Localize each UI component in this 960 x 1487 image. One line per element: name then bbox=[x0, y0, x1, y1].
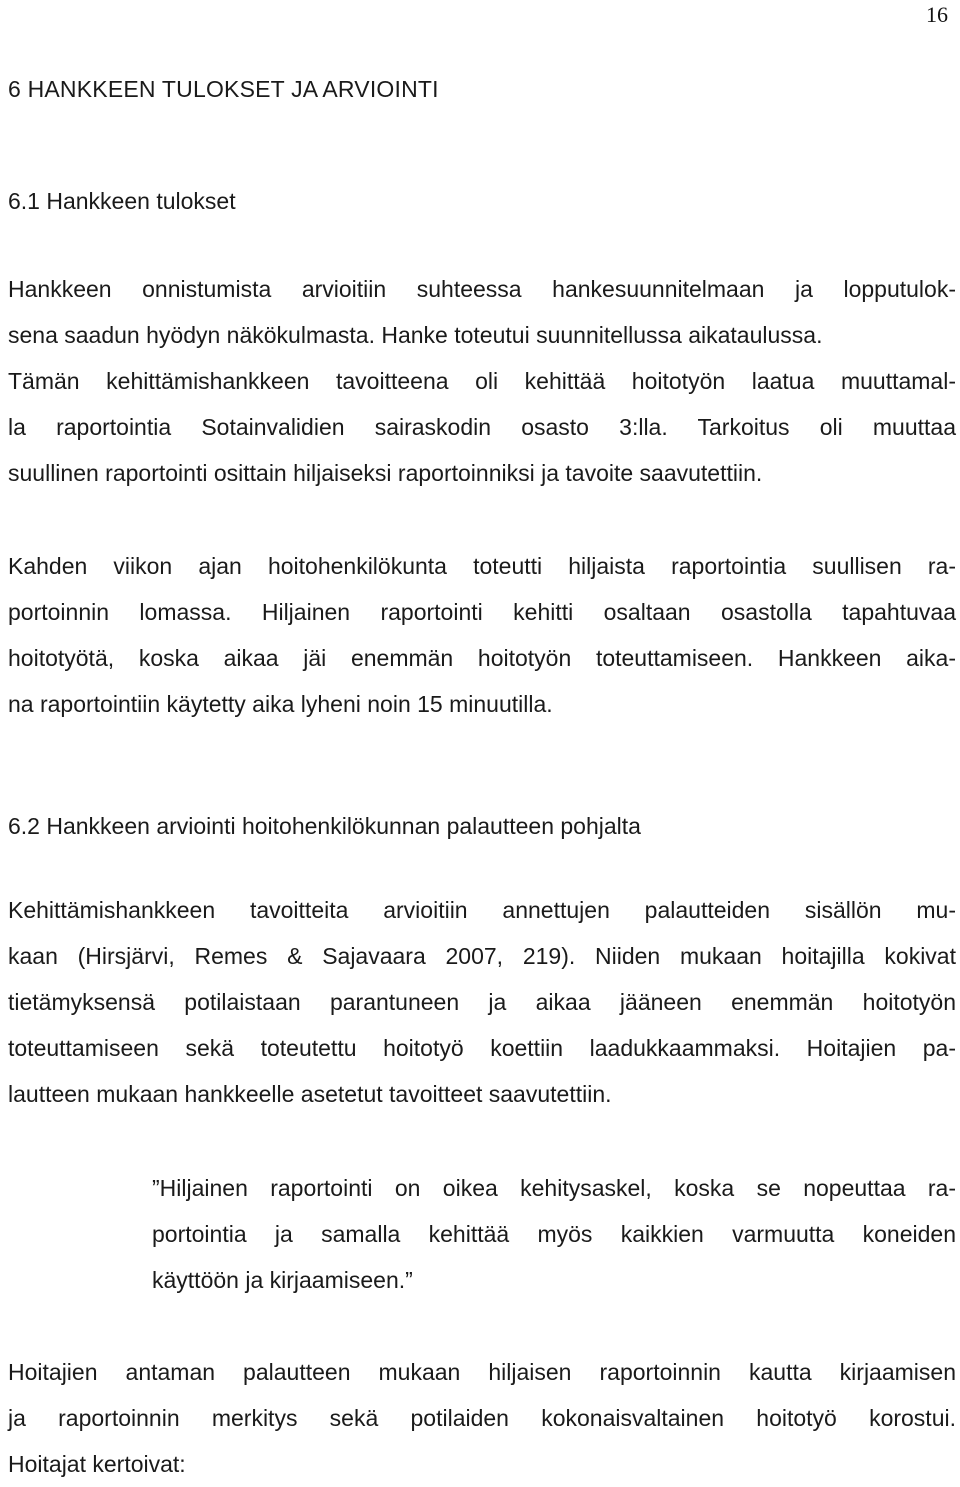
text-line: portoinnin lomassa. Hiljainen raportointi kehitti osaltaan osastolla tapahtuvaa bbox=[8, 599, 956, 625]
section-heading-6-1: 6.1 Hankkeen tulokset bbox=[8, 188, 236, 214]
text-line: sena saadun hyödyn näkökulmasta. Hanke toteutui suunnitellussa aikataulussa. bbox=[8, 322, 823, 348]
quote-line: ”Hiljainen raportointi on oikea kehitysaskel, koska se nopeuttaa ra- bbox=[152, 1175, 956, 1201]
text-line: lautteen mukaan hankkeelle asetetut tavoitteet saavutettiin. bbox=[8, 1081, 612, 1107]
section-heading-6-2: 6.2 Hankkeen arviointi hoitohenkilökunnan palautteen pohjalta bbox=[8, 813, 641, 839]
section-6-2-paragraph-1 bbox=[8, 887, 956, 1117]
text-line: na raportointiin käytetty aika lyheni noin 15 minuutilla. bbox=[8, 691, 553, 717]
text-line: ja raportoinnin merkitys sekä potilaiden kokonaisvaltainen hoitotyö korostui. bbox=[8, 1405, 956, 1431]
text-line: Hoitajat kertoivat: bbox=[8, 1451, 186, 1477]
quote-line: käyttöön ja kirjaamiseen.” bbox=[152, 1267, 413, 1293]
text-line: la raportointia Sotainvalidien sairaskodin osasto 3:lla. Tarkoitus oli muuttaa bbox=[8, 414, 956, 440]
text-line: Kehittämishankkeen tavoitteita arvioitiin annettujen palautteiden sisällön mu- bbox=[8, 897, 956, 923]
text-line: hoitotyötä, koska aikaa jäi enemmän hoitotyön toteuttamiseen. Hankkeen aika- bbox=[8, 645, 956, 671]
text-line: kaan (Hirsjärvi, Remes & Sajavaara 2007, 219). Niiden mukaan hoitajilla kokivat bbox=[8, 943, 956, 969]
text-line: Kahden viikon ajan hoitohenkilökunta toteutti hiljaista raportointia suullisen ra- bbox=[8, 553, 956, 579]
section-6-1-paragraph-2 bbox=[8, 543, 956, 727]
text-line: Hoitajien antaman palautteen mukaan hiljaisen raportoinnin kautta kirjaamisen bbox=[8, 1359, 956, 1385]
text-line: Hankkeen onnistumista arvioitiin suhteessa hankesuunnitelmaan ja lopputulok- bbox=[8, 276, 956, 302]
section-6-2-paragraph-2 bbox=[8, 1349, 956, 1487]
chapter-heading: 6 HANKKEEN TULOKSET JA ARVIOINTI bbox=[8, 76, 439, 102]
feedback-quote bbox=[152, 1165, 956, 1303]
section-6-1-paragraph-1 bbox=[8, 266, 956, 496]
text-line: suullinen raportointi osittain hiljaiseksi raportoinniksi ja tavoite saavutettiin. bbox=[8, 460, 763, 486]
page-number: 16 bbox=[926, 2, 948, 27]
text-line: tietämyksensä potilaistaan parantuneen ja aikaa jääneen enemmän hoitotyön bbox=[8, 989, 956, 1015]
quote-line: portointia ja samalla kehittää myös kaikkien varmuutta koneiden bbox=[152, 1221, 956, 1247]
text-line: toteuttamiseen sekä toteutettu hoitotyö koettiin laadukkaammaksi. Hoitajien pa- bbox=[8, 1035, 956, 1061]
text-line: Tämän kehittämishankkeen tavoitteena oli kehittää hoitotyön laatua muuttamal- bbox=[8, 368, 956, 394]
